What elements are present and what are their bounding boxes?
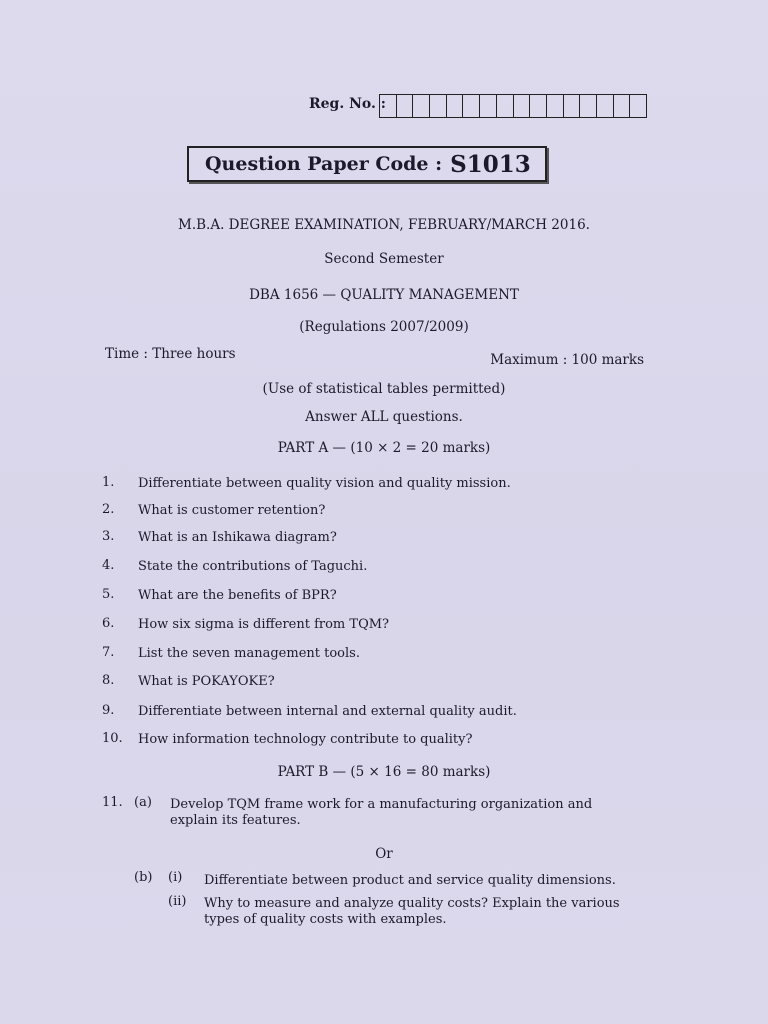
question-text: Differentiate between internal and external quality audit.	[138, 704, 517, 719]
question-number: 5.	[102, 587, 115, 602]
reg-no-digit-box[interactable]	[530, 95, 547, 117]
question-number: 8.	[102, 673, 115, 688]
question-text: How information technology contribute to quality?	[138, 732, 473, 747]
reg-no-boxes	[379, 94, 647, 118]
exam-instruction: Answer ALL questions.	[305, 409, 463, 425]
reg-no-digit-box[interactable]	[480, 95, 497, 117]
question-text: What is POKAYOKE?	[138, 674, 275, 689]
reg-no-digit-box[interactable]	[614, 95, 631, 117]
question-11-or: Or	[375, 846, 393, 862]
question-11b-ii-text: Why to measure and analyze quality costs? Explain the various types of quality costs with examples.	[204, 896, 620, 927]
part-b-heading: PART B — (5 × 16 = 80 marks)	[277, 764, 491, 780]
question-number: 4.	[102, 558, 115, 573]
question-text: What are the benefits of BPR?	[138, 588, 337, 603]
question-number: 7.	[102, 645, 115, 660]
exam-subject: DBA 1656 — QUALITY MANAGEMENT	[249, 287, 519, 303]
question-11a-label: (a)	[134, 795, 152, 810]
question-text: State the contributions of Taguchi.	[138, 559, 368, 574]
question-11b-ii-label: (ii)	[168, 894, 187, 909]
reg-no-digit-box[interactable]	[514, 95, 531, 117]
reg-no-digit-box[interactable]	[397, 95, 414, 117]
question-number: 1.	[102, 475, 115, 490]
reg-no-digit-box[interactable]	[564, 95, 581, 117]
question-text: Differentiate between quality vision and quality mission.	[138, 476, 511, 491]
exam-max-marks: Maximum : 100 marks	[490, 352, 644, 368]
question-text: What is customer retention?	[138, 503, 326, 518]
question-text: List the seven management tools.	[138, 646, 360, 661]
reg-no-digit-box[interactable]	[463, 95, 480, 117]
reg-no-digit-box[interactable]	[597, 95, 614, 117]
exam-time: Time : Three hours	[105, 346, 236, 362]
question-text: How six sigma is different from TQM?	[138, 617, 390, 632]
reg-no-digit-box[interactable]	[430, 95, 447, 117]
reg-no-digit-box[interactable]	[630, 95, 646, 117]
question-11a-text: Develop TQM frame work for a manufacturing organization and explain its features.	[170, 797, 593, 828]
question-paper-code-value: S1013	[450, 150, 531, 178]
reg-no-digit-box[interactable]	[497, 95, 514, 117]
exam-note: (Use of statistical tables permitted)	[262, 381, 506, 397]
question-11-number: 11.	[102, 795, 123, 810]
question-number: 2.	[102, 502, 115, 517]
question-number: 3.	[102, 529, 115, 544]
question-paper-code-label: Question Paper Code :	[205, 153, 443, 175]
exam-title: M.B.A. DEGREE EXAMINATION, FEBRUARY/MARCH 2016.	[178, 217, 590, 233]
reg-no-digit-box[interactable]	[447, 95, 464, 117]
reg-no-digit-box[interactable]	[413, 95, 430, 117]
reg-no-label: Reg. No. :	[309, 96, 386, 112]
exam-semester: Second Semester	[324, 251, 444, 267]
question-11b-i-label: (i)	[168, 870, 183, 885]
exam-regulations: (Regulations 2007/2009)	[299, 319, 469, 335]
reg-no-digit-box[interactable]	[547, 95, 564, 117]
question-11b-label: (b)	[134, 870, 153, 885]
question-number: 6.	[102, 616, 115, 631]
reg-no-digit-box[interactable]	[380, 95, 397, 117]
question-11b-i-text: Differentiate between product and service quality dimensions.	[204, 873, 616, 888]
question-number: 9.	[102, 703, 115, 718]
part-a-heading: PART A — (10 × 2 = 20 marks)	[277, 440, 491, 456]
reg-no-digit-box[interactable]	[580, 95, 597, 117]
question-text: What is an Ishikawa diagram?	[138, 530, 337, 545]
question-paper-code-box	[187, 146, 547, 182]
question-number: 10.	[102, 731, 123, 746]
